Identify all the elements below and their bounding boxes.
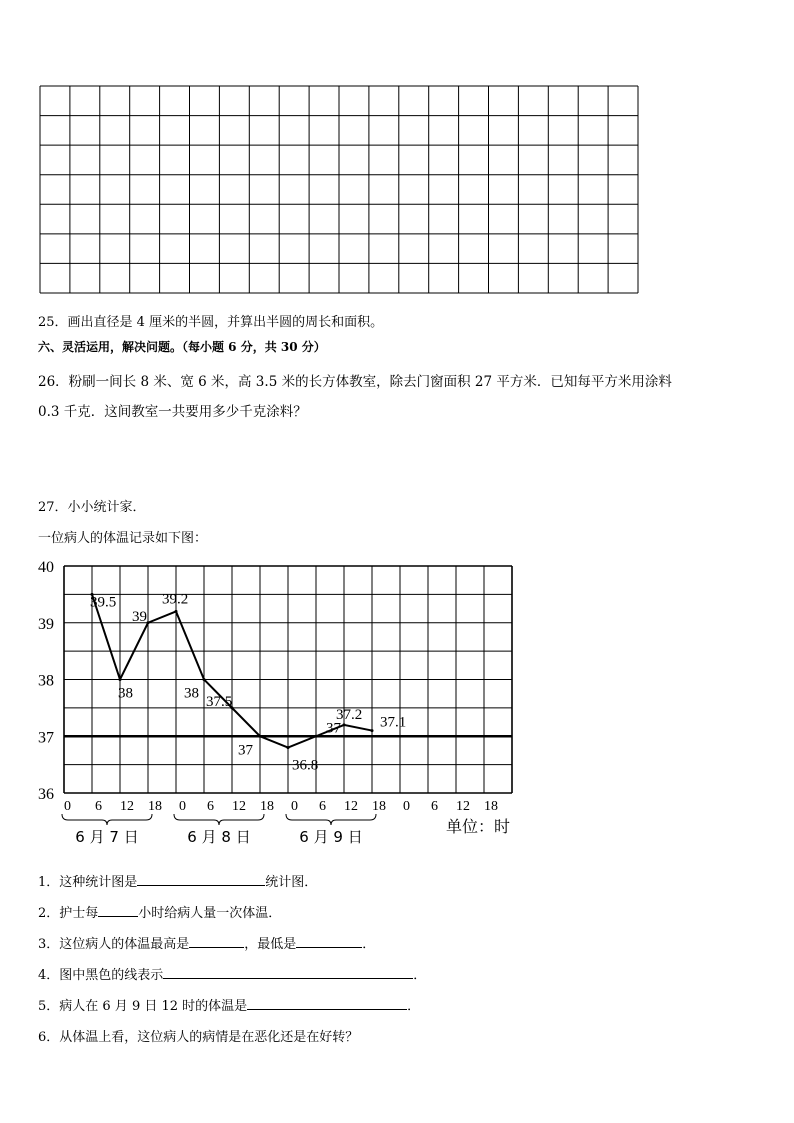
sub1-text: 1．这种统计图是 xyxy=(38,875,138,890)
x-tick-label: 12 xyxy=(120,799,134,814)
unit-label: 单位：时 xyxy=(446,817,511,836)
chart-intro: 一位病人的体温记录如下图： xyxy=(38,531,208,546)
x-tick-label: 6 xyxy=(431,799,438,814)
answer-blank-5[interactable] xyxy=(247,996,407,1010)
sub-question-2 xyxy=(38,902,281,921)
sub3-suffix: ． xyxy=(362,937,376,952)
sub-question-5 xyxy=(38,995,420,1014)
data-label: 37.5 xyxy=(206,693,233,710)
answer-blank-3b[interactable] xyxy=(296,934,362,948)
data-label: 37 xyxy=(238,742,253,759)
y-tick-label: 40 xyxy=(38,559,54,576)
sub4-text: 4．图中黑色的线表示 xyxy=(38,968,164,983)
sub-question-3 xyxy=(38,933,375,952)
data-label: 37.1 xyxy=(380,714,407,731)
data-label: 37 xyxy=(326,720,341,737)
x-tick-label: 0 xyxy=(179,799,186,814)
date-group-brace xyxy=(174,814,264,825)
data-point xyxy=(343,723,346,726)
x-tick-label: 18 xyxy=(372,799,386,814)
sub3-text: 3．这位病人的体温最高是 xyxy=(38,937,190,952)
data-point xyxy=(203,678,206,681)
data-point xyxy=(287,746,290,749)
data-label: 36.8 xyxy=(292,757,319,774)
x-tick-label: 12 xyxy=(232,799,246,814)
question-25: 25．画出直径是 4 厘米的半圆，并算出半圆的周长和面积。 xyxy=(38,315,384,330)
x-tick-label: 6 xyxy=(319,799,326,814)
date-group-brace xyxy=(62,814,152,825)
data-point xyxy=(259,735,262,738)
data-label: 39.2 xyxy=(162,591,189,608)
data-label: 38 xyxy=(118,685,133,702)
answer-blank-3a[interactable] xyxy=(189,934,244,948)
x-tick-label: 6 xyxy=(207,799,214,814)
sub-question-6: 6．从体温上看，这位病人的病情是在恶化还是在好转？ xyxy=(38,1030,359,1045)
date-group-label: 6 月 8 日 xyxy=(187,828,251,846)
sub2-text: 2．护士每 xyxy=(38,906,99,921)
x-tick-label: 12 xyxy=(456,799,470,814)
sub3-mid: ，最低是 xyxy=(244,937,297,952)
y-tick-label: 38 xyxy=(38,672,54,690)
x-tick-label: 18 xyxy=(148,799,162,814)
x-tick-label: 12 xyxy=(344,799,358,814)
date-group-label: 6 月 7 日 xyxy=(75,828,139,846)
answer-blank-1[interactable] xyxy=(137,872,265,886)
data-label: 39.5 xyxy=(90,594,117,611)
date-group-label: 6 月 9 日 xyxy=(299,828,363,846)
y-tick-label: 37 xyxy=(38,729,54,747)
sub4-suffix: ． xyxy=(413,968,427,983)
x-tick-label: 0 xyxy=(291,799,298,814)
x-tick-label: 18 xyxy=(484,799,498,814)
data-label: 39 xyxy=(132,608,147,625)
sub1-suffix: 统计图． xyxy=(265,875,318,890)
question-26-line1: 26．粉刷一间长 8 米、宽 6 米，高 3.5 米的长方体教室，除去门窗面积 27 平方米．已知每平方米用涂料 xyxy=(38,374,672,390)
data-point xyxy=(175,610,178,613)
section-heading-6: 六、灵活运用，解决问题。（每小题 6 分，共 30 分） xyxy=(38,340,326,354)
sub5-suffix: ． xyxy=(407,999,421,1014)
sub-question-4 xyxy=(38,964,426,983)
y-tick-label: 39 xyxy=(38,615,54,633)
answer-blank-2[interactable] xyxy=(98,903,138,917)
data-point xyxy=(119,678,122,681)
sub2-suffix: 小时给病人量一次体温． xyxy=(138,906,282,921)
sub5-text: 5．病人在 6 月 9 日 12 时的体温是 xyxy=(38,999,248,1014)
data-point xyxy=(315,735,318,738)
question-27: 27．小小统计家． xyxy=(38,500,146,515)
data-label: 38 xyxy=(184,685,199,702)
x-tick-label: 0 xyxy=(64,799,71,814)
x-tick-label: 6 xyxy=(95,799,102,814)
x-tick-label: 18 xyxy=(260,799,274,814)
y-tick-label: 36 xyxy=(38,786,54,803)
answer-blank-4[interactable] xyxy=(163,965,413,979)
question-26-line2: 0.3 千克．这间教室一共要用多少千克涂料？ xyxy=(38,404,307,420)
sub-question-1 xyxy=(38,871,317,890)
date-group-brace xyxy=(286,814,376,825)
data-label: 37.2 xyxy=(336,706,363,723)
data-point xyxy=(371,729,374,732)
x-tick-label: 0 xyxy=(403,799,410,814)
